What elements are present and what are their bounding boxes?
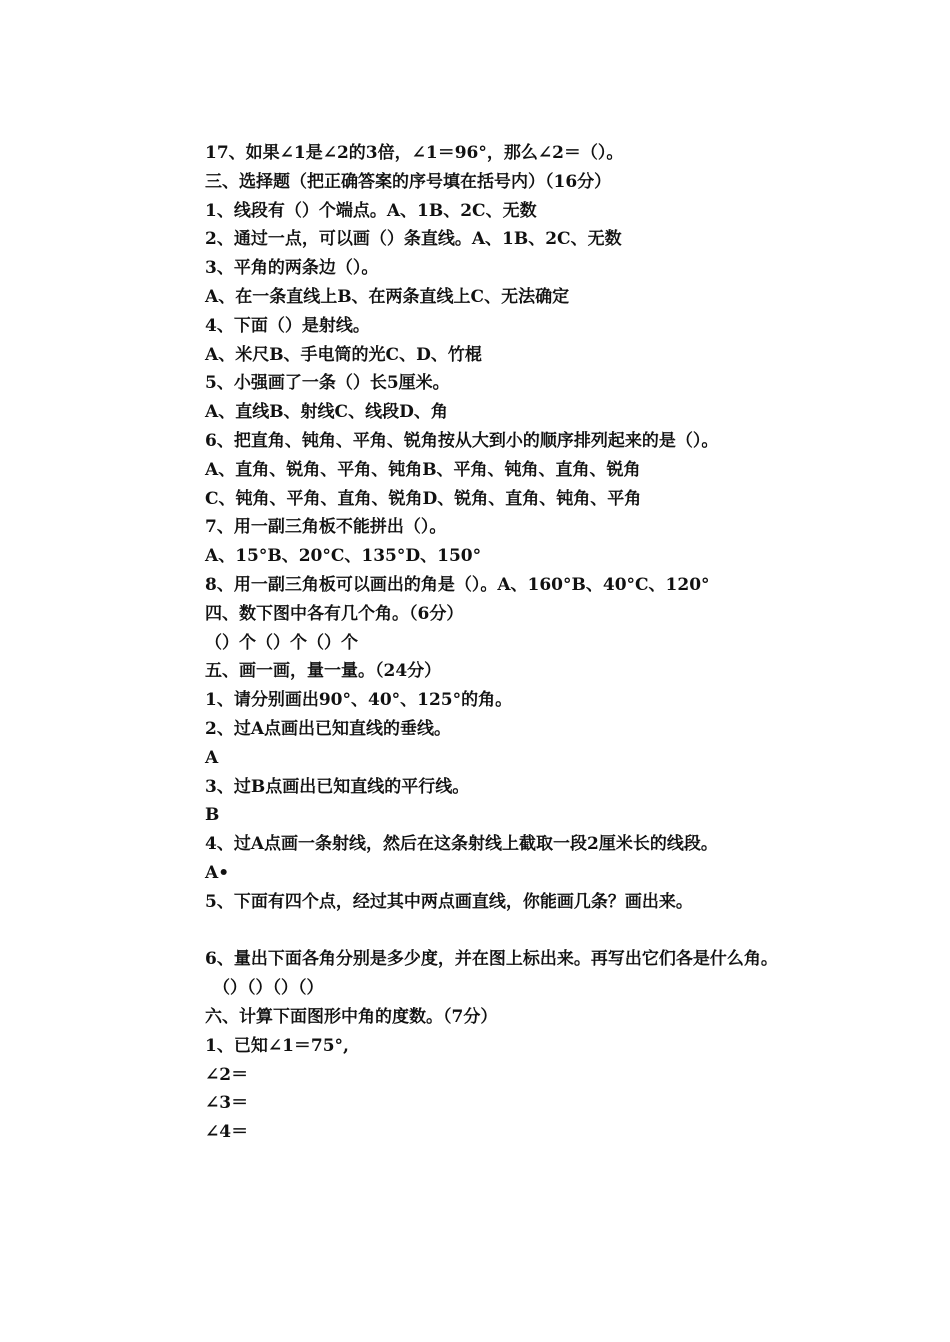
question-17: 17、如果∠1是∠2的3倍，∠1＝96°，那么∠2＝（）。 [205,143,624,163]
choice-question-8: 8、用一副三角板可以画出的角是（）。A、160°B、40°C、120° [205,574,710,595]
draw-question-4: 4、过A点画一条射线，然后在这条射线上截取一段2厘米长的线段。 [205,834,718,855]
choice-question-4: 4、下面（）是射线。 [205,315,370,336]
choice-question-7-options: A、15°B、20°C、135°D、150° [205,546,482,567]
section-3-heading: 三、选择题（把正确答案的序号填在括号内）（16分） [205,171,612,192]
choice-question-7: 7、用一副三角板不能拼出（）。 [205,517,447,538]
point-a-label: A [205,747,219,768]
draw-question-6-blanks: （）（）（）（） [213,978,324,999]
point-a-dot-label: A• [205,862,230,883]
angle-2-answer: ∠2＝ [205,1064,249,1085]
choice-question-2: 2、通过一点，可以画（）条直线。A、1B、2C、无数 [205,229,622,250]
choice-question-1: 1、线段有（）个端点。A、1B、2C、无数 [205,200,537,221]
section-6-heading: 六、计算下面图形中角的度数。（7分） [205,1006,498,1027]
section-4-heading: 四、数下图中各有几个角。（6分） [205,603,464,624]
section-5-heading: 五、画一画，量一量。（24分） [205,661,442,682]
choice-question-6: 6、把直角、钝角、平角、锐角按从大到小的顺序排列起来的是（）。 [205,430,719,451]
blank-line [165,917,790,946]
draw-question-6: 6、量出下面各角分别是多少度，并在图上标出来。再写出它们各是什么角。 [205,949,778,970]
choice-question-5-options: A、直线B、射线C、线段D、角 [205,402,448,423]
draw-question-2: 2、过A点画出已知直线的垂线。 [205,718,452,739]
choice-question-6-options-ab: A、直角、锐角、平角、钝角B、平角、钝角、直角、锐角 [205,459,641,480]
choice-question-4-options: A、米尺B、手电筒的光C、D、竹棍 [205,344,482,365]
angle-3-answer: ∠3＝ [205,1093,249,1114]
draw-question-3: 3、过B点画出已知直线的平行线。 [205,776,470,797]
draw-question-1: 1、请分别画出90°、40°、125°的角。 [205,690,513,711]
point-b-label: B [205,805,220,826]
section-4-blanks: （）个（）个（）个 [205,632,358,653]
choice-question-6-options-cd: C、钝角、平角、直角、锐角D、锐角、直角、钝角、平角 [205,488,642,509]
draw-question-5: 5、下面有四个点，经过其中两点画直线，你能画几条？画出来。 [205,891,693,912]
calc-question-1: 1、已知∠1＝75°, [205,1035,349,1056]
angle-4-answer: ∠4＝ [205,1122,249,1143]
choice-question-3-options: A、在一条直线上B、在两条直线上C、无法确定 [205,286,570,307]
choice-question-3: 3、平角的两条边（）。 [205,258,379,279]
document-body [165,139,790,1147]
choice-question-5: 5、小强画了一条（）长5厘米。 [205,373,450,394]
